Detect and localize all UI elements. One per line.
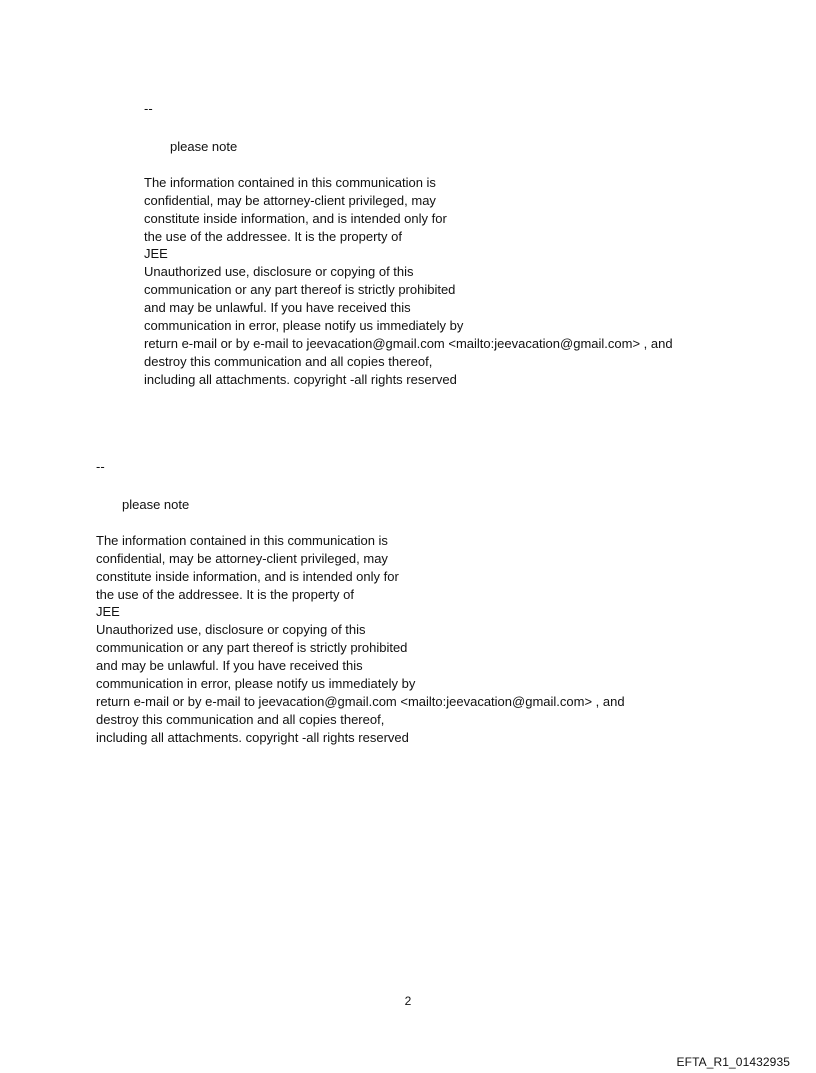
signature-separator: -- — [144, 101, 153, 116]
disclaimer-heading: please note — [122, 496, 190, 512]
disclaimer-line: JEE — [96, 604, 120, 620]
disclaimer-line: Unauthorized use, disclosure or copying of this — [96, 622, 366, 638]
disclaimer-line: including all attachments. copyright -all rights reserved — [96, 729, 409, 745]
disclaimer-body — [144, 174, 673, 389]
disclaimer-line: communication in error, please notify us immediately by — [96, 676, 416, 692]
disclaimer-line: The information contained in this communication is — [96, 532, 388, 548]
disclaimer-line: constitute inside information, and is intended only for — [144, 210, 447, 226]
disclaimer-line: communication in error, please notify us immediately by — [144, 318, 464, 334]
disclaimer-line: communication or any part thereof is strictly prohibited — [96, 640, 408, 656]
disclaimer-line-email: return e-mail or by e-mail to jeevacation@gmail.com <mailto:jeevacation@gmail.com> , and — [144, 335, 673, 351]
signature-separator: -- — [96, 459, 105, 474]
disclaimer-line: The information contained in this communication is — [144, 174, 436, 190]
page-number: 2 — [404, 994, 412, 1008]
disclaimer-block-indented — [144, 100, 673, 389]
disclaimer-line: and may be unlawful. If you have received this — [144, 300, 411, 316]
disclaimer-heading: please note — [170, 138, 238, 154]
disclaimer-line: communication or any part thereof is strictly prohibited — [144, 282, 456, 298]
disclaimer-line: JEE — [144, 246, 168, 262]
bates-number: EFTA_R1_01432935 — [676, 1055, 790, 1069]
disclaimer-body — [96, 532, 625, 747]
disclaimer-line: confidential, may be attorney-client privileged, may — [96, 550, 388, 566]
disclaimer-line: destroy this communication and all copies thereof, — [144, 353, 433, 369]
disclaimer-line: destroy this communication and all copies thereof, — [96, 711, 385, 727]
disclaimer-line-email: return e-mail or by e-mail to jeevacation@gmail.com <mailto:jeevacation@gmail.com> , and — [96, 693, 625, 709]
disclaimer-block — [96, 458, 625, 747]
disclaimer-line: confidential, may be attorney-client privileged, may — [144, 192, 436, 208]
disclaimer-line: including all attachments. copyright -all rights reserved — [144, 371, 457, 387]
disclaimer-line: the use of the addressee. It is the property of — [96, 586, 354, 602]
disclaimer-line: Unauthorized use, disclosure or copying of this — [144, 264, 414, 280]
disclaimer-line: the use of the addressee. It is the property of — [144, 228, 402, 244]
disclaimer-line: and may be unlawful. If you have received this — [96, 658, 363, 674]
disclaimer-line: constitute inside information, and is intended only for — [96, 568, 399, 584]
